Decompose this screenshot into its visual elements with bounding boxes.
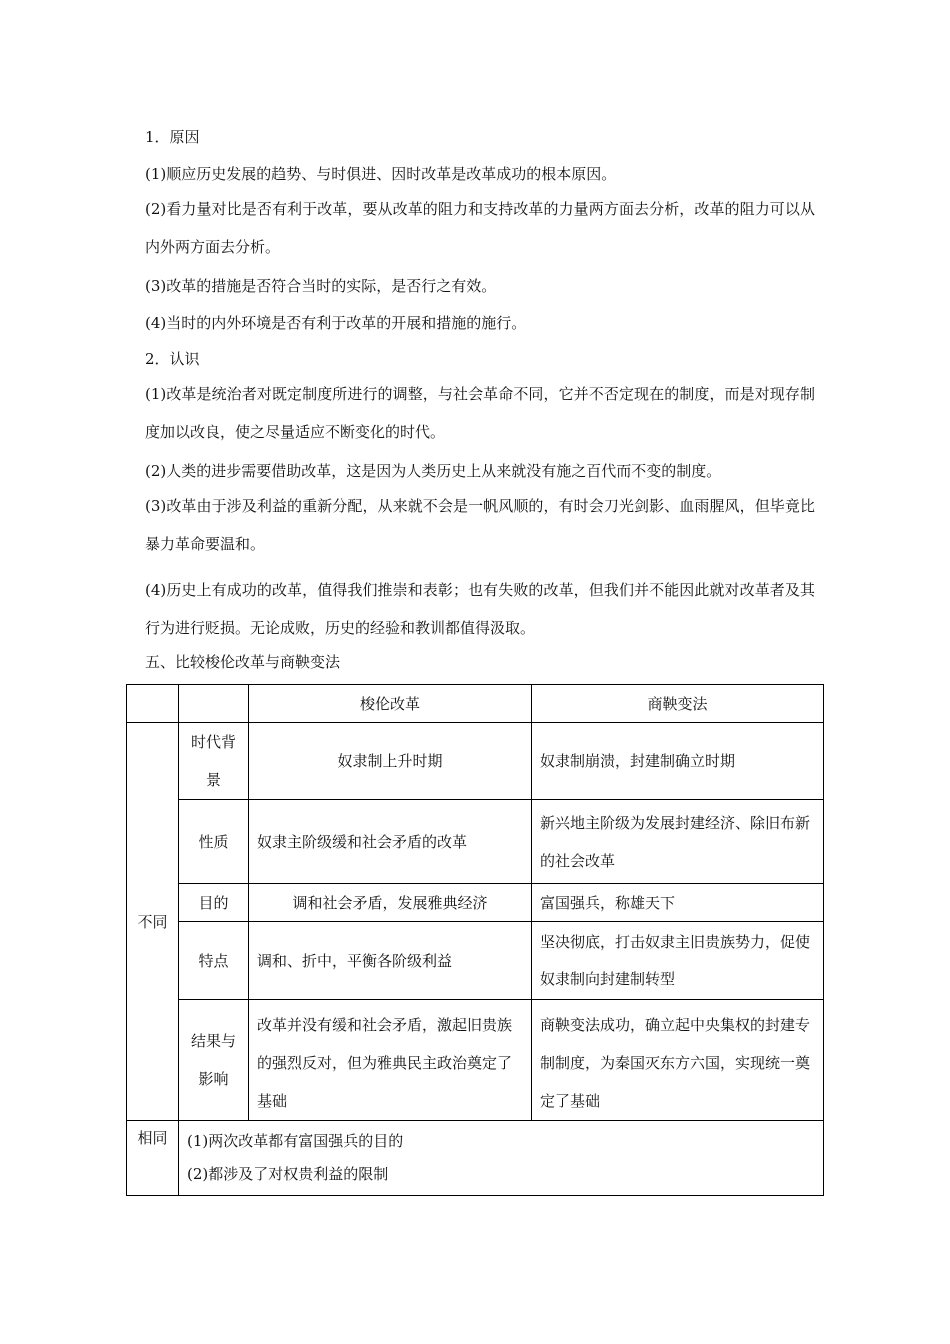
- solon-background: 奴隶制上升时期: [249, 723, 532, 800]
- cause-item-1: (1)顺应历史发展的趋势、与时俱进、因时改革是改革成功的根本原因。: [145, 165, 617, 183]
- header-shang: 商鞅变法: [532, 685, 824, 723]
- solon-purpose: 调和社会矛盾，发展雅典经济: [249, 884, 532, 922]
- shang-features: 坚决彻底，打击奴隶主旧贵族势力，促使奴隶制向封建制转型: [532, 922, 824, 1000]
- comparison-table: [126, 684, 824, 1196]
- header-empty-cell: [127, 685, 179, 723]
- solon-nature: 奴隶主阶级缓和社会矛盾的改革: [249, 800, 532, 884]
- table-header-row: [127, 685, 824, 723]
- header-solon: 梭伦改革: [249, 685, 532, 723]
- cause-item-2: (2)看力量对比是否有利于改革，要从改革的阻力和支持改革的力量两方面去分析，改革的阻力可以从内外两方面去分析。: [145, 200, 815, 256]
- understanding-item-4: (4)历史上有成功的改革，值得我们推崇和表彰；也有失败的改革，但我们并不能因此就对改革者及其行为进行贬损。无论成败，历史的经验和教训都值得汲取。: [145, 581, 815, 637]
- shang-purpose: 富国强兵，称雄天下: [532, 884, 824, 922]
- shang-background: 奴隶制崩溃，封建制确立时期: [532, 723, 824, 800]
- cause-item-3: (3)改革的措施是否符合当时的实际，是否行之有效。: [145, 277, 497, 295]
- same-item-2: (2)都涉及了对权贵利益的限制: [187, 1165, 389, 1183]
- cause-item-4: (4)当时的内外环境是否有利于改革的开展和措施的施行。: [145, 314, 527, 332]
- understanding-item-1: (1)改革是统治者对既定制度所进行的调整，与社会革命不同，它并不否定现在的制度，而是对现存制度加以改良，使之尽量适应不断变化的时代。: [145, 385, 815, 441]
- same-label: 相同: [127, 1121, 179, 1196]
- header-empty-cell: [179, 685, 249, 723]
- heading-understanding: 2．认识: [145, 350, 200, 368]
- table-row: [127, 1121, 824, 1196]
- table-row: [127, 884, 824, 922]
- solon-features: 调和、折中，平衡各阶级利益: [249, 922, 532, 1000]
- row-label-features: 特点: [179, 922, 249, 1000]
- row-label-purpose: 目的: [179, 884, 249, 922]
- shang-results: 商鞅变法成功，确立起中央集权的封建专制制度，为秦国灭东方六国，实现统一奠定了基础: [532, 1000, 824, 1121]
- table-row: [127, 922, 824, 1000]
- shang-nature: 新兴地主阶级为发展封建经济、除旧布新的社会改革: [532, 800, 824, 884]
- same-content: [179, 1121, 824, 1196]
- understanding-item-3: (3)改革由于涉及利益的重新分配，从来就不会是一帆风顺的，有时会刀光剑影、血雨腥风，但毕竟比暴力革命要温和。: [145, 497, 815, 553]
- row-label-nature: 性质: [179, 800, 249, 884]
- row-label-results: 结果与影响: [179, 1000, 249, 1121]
- table-row: [127, 1000, 824, 1121]
- understanding-item-2: (2)人类的进步需要借助改革，这是因为人类历史上从来就没有施之百代而不变的制度。: [145, 462, 722, 480]
- heading-comparison: 五、比较梭伦改革与商鞅变法: [145, 653, 341, 671]
- table-row: [127, 800, 824, 884]
- diff-label: 不同: [127, 723, 179, 1121]
- table-row: [127, 723, 824, 800]
- same-item-1: (1)两次改革都有富国强兵的目的: [187, 1132, 404, 1150]
- solon-results: 改革并没有缓和社会矛盾，激起旧贵族的强烈反对，但为雅典民主政治奠定了基础: [249, 1000, 532, 1121]
- row-label-background: 时代背景: [179, 723, 249, 800]
- heading-causes: 1．原因: [145, 128, 200, 146]
